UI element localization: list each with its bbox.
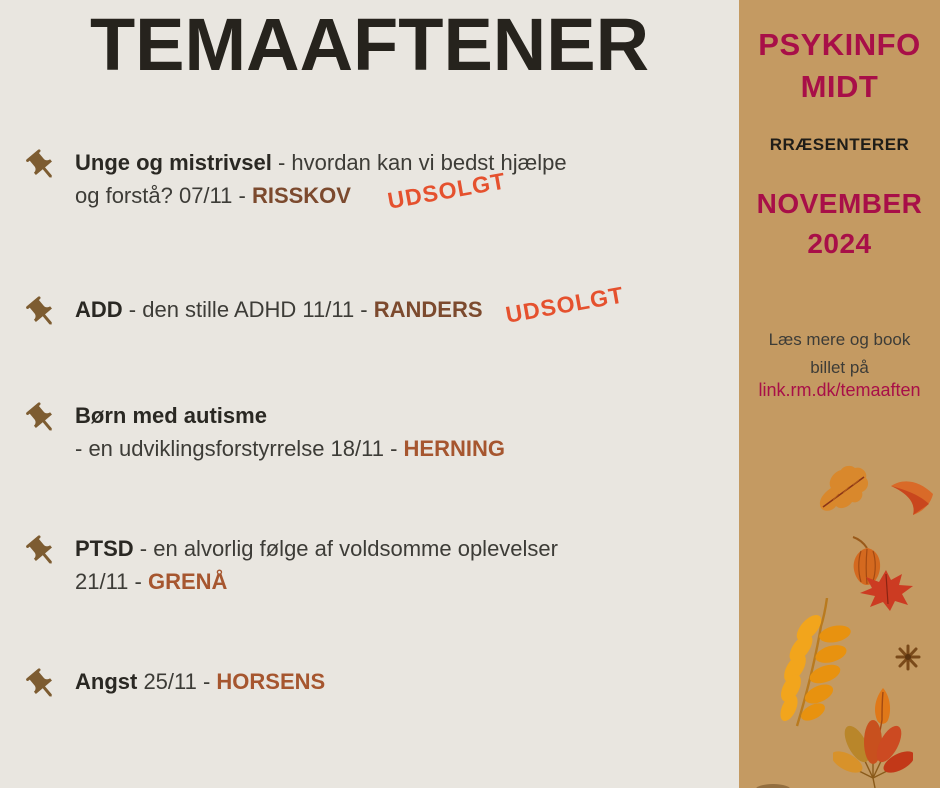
booking-info-line2: billet på bbox=[810, 358, 869, 377]
event-city: RISSKOV bbox=[251, 183, 351, 208]
pushpin-icon bbox=[24, 534, 60, 570]
udsolgt-badge: UDSOLGT bbox=[385, 167, 508, 214]
sidebar-panel bbox=[739, 0, 940, 788]
event-desc-line2: - en udviklingsforstyrrelse 18/11 - bbox=[75, 436, 404, 461]
pushpin-icon bbox=[24, 667, 60, 703]
event-city: GRENÅ bbox=[147, 569, 228, 594]
edge-leaf-icon bbox=[889, 476, 935, 516]
event-item-ptsd bbox=[24, 532, 684, 598]
event-text bbox=[75, 532, 684, 598]
event-text bbox=[75, 399, 684, 465]
event-item-angst bbox=[24, 665, 684, 698]
pushpin-icon bbox=[24, 148, 60, 184]
corner-sprig-icon bbox=[751, 781, 795, 788]
presents-label: RRÆSENTERER bbox=[769, 135, 910, 154]
oak-leaf-icon bbox=[815, 464, 873, 516]
month-line1: NOVEMBER bbox=[756, 188, 923, 219]
event-item-unge-og-mistrivsel bbox=[24, 146, 684, 212]
rowan-leaf-icon bbox=[773, 598, 865, 730]
event-title: ADD bbox=[75, 297, 123, 322]
month-line2: 2024 bbox=[807, 228, 872, 259]
event-title: Angst bbox=[75, 669, 138, 694]
page-title: TEMAAFTENER bbox=[89, 3, 650, 86]
event-text bbox=[75, 665, 684, 698]
star-anise-icon bbox=[894, 644, 922, 671]
event-title: Børn med autisme bbox=[75, 403, 267, 428]
booking-info-line1: Læs mere og book bbox=[768, 330, 911, 349]
brand-line1: PSYKINFO bbox=[758, 27, 921, 62]
event-title: PTSD bbox=[75, 536, 134, 561]
event-title: Unge og mistrivsel bbox=[75, 150, 272, 175]
creeper-leaf-icon bbox=[833, 720, 913, 788]
event-text bbox=[75, 146, 684, 212]
event-item-born-med-autisme bbox=[24, 399, 684, 465]
event-city: HORSENS bbox=[216, 669, 326, 694]
pushpin-icon bbox=[24, 295, 60, 331]
event-desc-line2: og forstå? 07/11 - bbox=[75, 183, 252, 208]
udsolgt-badge: UDSOLGT bbox=[503, 281, 626, 328]
event-desc: - en alvorlig følge af voldsomme oplevelser bbox=[133, 536, 558, 561]
brand-line2: MIDT bbox=[800, 69, 879, 104]
event-city: HERNING bbox=[403, 436, 505, 461]
month-label bbox=[739, 184, 940, 264]
event-desc: - den stille ADHD 11/11 - bbox=[122, 297, 374, 322]
event-desc: - hvordan kan vi bedst hjælpe bbox=[271, 150, 567, 175]
booking-link: link.rm.dk/temaaften bbox=[758, 380, 921, 400]
maple-leaf-icon bbox=[857, 568, 915, 612]
brand-title bbox=[739, 24, 940, 108]
pushpin-icon bbox=[24, 401, 60, 437]
event-city: RANDERS bbox=[373, 297, 483, 322]
event-desc: 25/11 - bbox=[137, 669, 217, 694]
event-desc-line2: 21/11 - bbox=[75, 569, 148, 594]
booking-info bbox=[739, 326, 940, 382]
